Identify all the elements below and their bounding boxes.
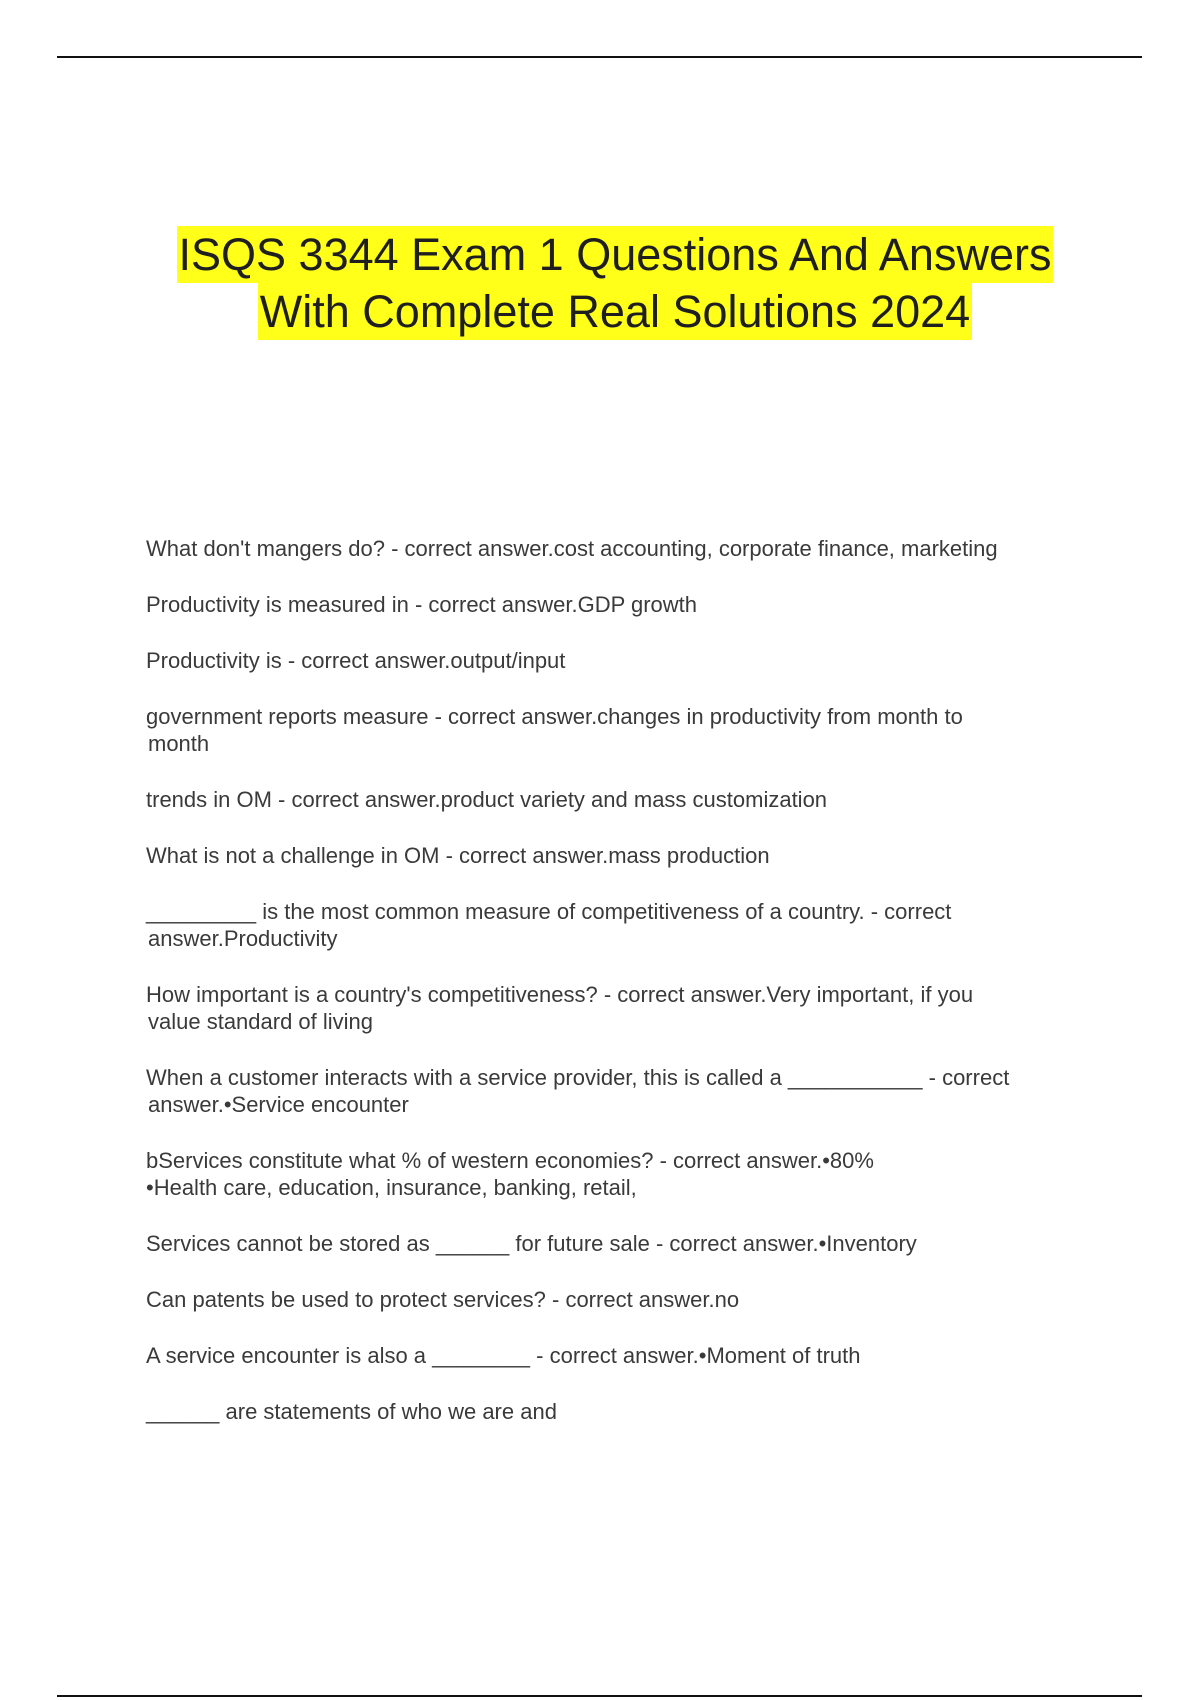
qa-item bbox=[146, 1230, 1076, 1257]
qa-text: When a customer interacts with a service provider, this is called a ___________ - correct bbox=[146, 1065, 1010, 1090]
qa-text: trends in OM - correct answer.product variety and mass customization bbox=[146, 787, 828, 812]
qa-text: government reports measure - correct answer.changes in productivity from month to bbox=[146, 704, 963, 729]
qa-text-continued: month bbox=[148, 731, 210, 756]
bottom-rule bbox=[57, 1695, 1142, 1697]
top-rule bbox=[57, 56, 1142, 58]
document-title bbox=[0, 226, 1200, 340]
qa-text: Can patents be used to protect services? - correct answer.no bbox=[146, 1287, 740, 1312]
qa-item bbox=[146, 1398, 1076, 1425]
qa-text: Services cannot be stored as ______ for future sale - correct answer.•Inventory bbox=[146, 1231, 917, 1256]
qa-text: What is not a challenge in OM - correct answer.mass production bbox=[146, 843, 770, 868]
qa-item bbox=[146, 842, 1076, 869]
qa-text: Productivity is measured in - correct answer.GDP growth bbox=[146, 592, 698, 617]
qa-item bbox=[146, 1342, 1076, 1369]
qa-text: A service encounter is also a ________ - correct answer.•Moment of truth bbox=[146, 1343, 861, 1368]
title-line-1: ISQS 3344 Exam 1 Questions And Answers bbox=[177, 226, 1054, 283]
qa-text: bServices constitute what % of western economies? - correct answer.•80% bbox=[146, 1148, 874, 1173]
qa-item bbox=[146, 786, 1076, 813]
qa-text: How important is a country's competitiveness? - correct answer.Very important, if you bbox=[146, 982, 974, 1007]
qa-text-continued: value standard of living bbox=[148, 1009, 374, 1034]
qa-item bbox=[146, 647, 1076, 674]
qa-item bbox=[146, 591, 1076, 618]
qa-item bbox=[146, 1286, 1076, 1313]
qa-text-continued: •Health care, education, insurance, banking, retail, bbox=[146, 1175, 637, 1200]
qa-text: ______ are statements of who we are and bbox=[146, 1399, 557, 1424]
title-line-2: With Complete Real Solutions 2024 bbox=[258, 283, 972, 340]
qa-item bbox=[146, 898, 1076, 952]
qa-item bbox=[146, 1064, 1076, 1118]
qa-item bbox=[146, 703, 1076, 757]
qa-text-continued: answer.Productivity bbox=[148, 926, 338, 951]
qa-text-continued: answer.•Service encounter bbox=[148, 1092, 409, 1117]
qa-text: _________ is the most common measure of competitiveness of a country. - correct bbox=[146, 899, 952, 924]
qa-item bbox=[146, 1147, 1076, 1201]
qa-list bbox=[146, 535, 1076, 1454]
qa-item bbox=[146, 535, 1076, 562]
qa-text: What don't mangers do? - correct answer.cost accounting, corporate finance, marketing bbox=[146, 536, 998, 561]
qa-text: Productivity is - correct answer.output/input bbox=[146, 648, 566, 673]
qa-item bbox=[146, 981, 1076, 1035]
